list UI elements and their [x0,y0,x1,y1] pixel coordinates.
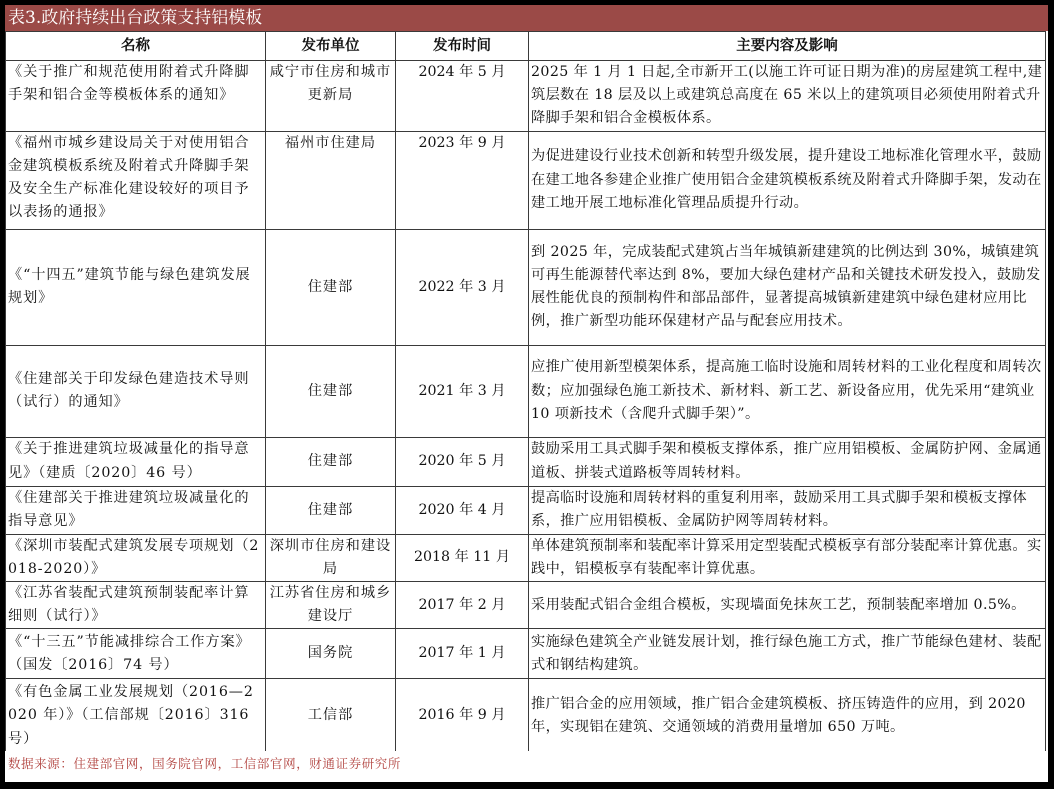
issue-date: 2017 年 2 月 [396,582,529,629]
table-row [6,629,1046,679]
table-row [6,437,1046,486]
table-row [6,61,1046,132]
header-unit: 发布单位 [266,32,396,61]
issue-date: 2021 年 3 月 [396,345,529,437]
policy-content: 推广铝合金的应用领域，推广铝合金建筑模板、挤压铸造件的应用，到 2020 年，实现铝在建筑、交通领域的消费用量增加 650 万吨。 [529,679,1046,753]
issue-date: 2020 年 5 月 [396,437,529,486]
issuing-unit: 住建部 [266,229,396,345]
table-title: 表3.政府持续出台政策支持铝模板 [5,5,1048,31]
issuing-unit: 工信部 [266,679,396,753]
table-row [6,345,1046,437]
issue-date: 2017 年 1 月 [396,629,529,679]
policy-name: 《有色金属工业发展规划（2016—2020 年）》（工信部规〔2016〕316 号） [6,679,266,753]
policy-content: 提高临时设施和周转材料的重复利用率，鼓励采用工具式脚手架和模板支撑体系，推广应用铝模板、金属防护网等周转材料。 [529,486,1046,534]
policy-name: 《关于推进建筑垃圾减量化的指导意见》（建质〔2020〕46 号） [6,437,266,486]
policy-name: 《深圳市装配式建筑发展专项规划（2018-2020）》 [6,534,266,581]
policy-content: 采用装配式铝合金组合模板，实现墙面免抹灰工艺，预制装配率增加 0.5%。 [529,582,1046,629]
table-row [6,131,1046,229]
issuing-unit: 江苏省住房和城乡建设厅 [266,582,396,629]
table-row [6,679,1046,753]
policy-name: 《住建部关于推进建筑垃圾减量化的指导意见》 [6,486,266,534]
issue-date: 2018 年 11 月 [396,534,529,581]
header-content: 主要内容及影响 [529,32,1046,61]
policy-content: 为促进建设行业技术创新和转型升级发展，提升建设工地标准化管理水平，鼓励在建工地各参建企业推广使用铝合金建筑模板系统及附着式升降脚手架，发动在建工地开展工地标准化管理品质提升行动。 [529,131,1046,229]
table-row [6,582,1046,629]
policy-name: 《江苏省装配式建筑预制装配率计算细则（试行）》 [6,582,266,629]
policy-name: 《住建部关于印发绿色建造技术导则（试行）的通知》 [6,345,266,437]
issuing-unit: 住建部 [266,345,396,437]
policy-name: 《福州市城乡建设局关于对使用铝合金建筑模板系统及附着式升降脚手架及安全生产标准化建设较好的项目予以表扬的通报》 [6,131,266,229]
table-row [6,486,1046,534]
policy-content: 实施绿色建筑全产业链发展计划，推行绿色施工方式，推广节能绿色建材、装配式和钢结构建筑。 [529,629,1046,679]
issue-date: 2022 年 3 月 [396,229,529,345]
issuing-unit: 深圳市住房和建设局 [266,534,396,581]
table-row [6,229,1046,345]
issue-date: 2016 年 9 月 [396,679,529,753]
data-source-note: 数据来源：住建部官网，国务院官网，工信部官网，财通证券研究所 [5,751,1048,782]
policy-content: 到 2025 年，完成装配式建筑占当年城镇新建建筑的比例达到 30%，城镇建筑可再生能源替代率达到 8%，要加大绿色建材产品和关键技术研发投入，鼓励发展性能优良的预制构件和部品部件，显著提高城镇新建建筑中绿色建材应用比例，推广新型功能环保建材产品与配套应用技术。 [529,229,1046,345]
issuing-unit: 福州市住建局 [266,131,396,229]
issue-date: 2023 年 9 月 [396,131,529,229]
policy-name: 《关于推广和规范使用附着式升降脚手架和铝合金等模板体系的通知》 [6,61,266,132]
policy-content: 鼓励采用工具式脚手架和模板支撑体系，推广应用铝模板、金属防护网、金属通道板、拼装式道路板等周转材料。 [529,437,1046,486]
policy-table [5,31,1046,753]
issue-date: 2020 年 4 月 [396,486,529,534]
policy-name: 《“十三五”节能减排综合工作方案》（国发〔2016〕74 号） [6,629,266,679]
issuing-unit: 咸宁市住房和城市更新局 [266,61,396,132]
issuing-unit: 国务院 [266,629,396,679]
table-row [6,534,1046,581]
table-header-row [6,32,1046,61]
policy-name: 《“十四五”建筑节能与绿色建筑发展规划》 [6,229,266,345]
policy-content: 应推广使用新型模架体系，提高施工临时设施和周转材料的工业化程度和周转次数；应加强绿色施工新技术、新材料、新工艺、新设备应用，优先采用“建筑业 10 项新技术（含爬升式脚手架）”。 [529,345,1046,437]
policy-content: 2025 年 1 月 1 日起,全市新开工(以施工许可证日期为准)的房屋建筑工程中,建筑层数在 18 层及以上或建筑总高度在 65 米以上的建筑项目必须使用附着式升降脚手架和铝合金模板体系。 [529,61,1046,132]
document-page [5,5,1048,782]
header-name: 名称 [6,32,266,61]
issuing-unit: 住建部 [266,437,396,486]
header-date: 发布时间 [396,32,529,61]
issuing-unit: 住建部 [266,486,396,534]
policy-content: 单体建筑预制率和装配率计算采用定型装配式模板享有部分装配率计算优惠。实践中，铝模板享有装配率计算优惠。 [529,534,1046,581]
issue-date: 2024 年 5 月 [396,61,529,132]
